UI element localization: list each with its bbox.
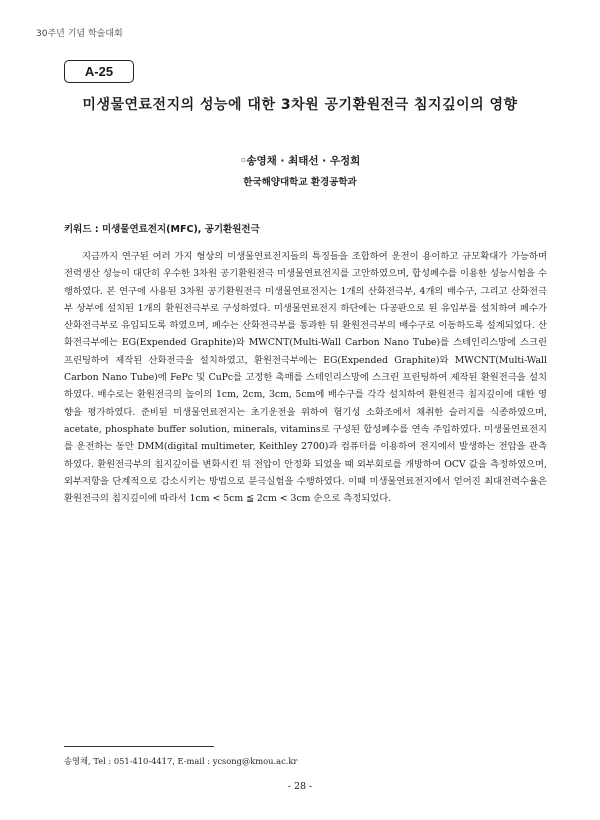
footnote-divider xyxy=(64,746,214,747)
abstract-body: 지금까지 연구된 여러 가지 형상의 미생물연료전지들의 특징들을 조합하여 운전이 용이하고 규모확대가 가능하며 전력생산 성능이 대단히 우수한 3차원 공기환원전극 미생물연료전지를 고안하였으며, 합성폐수를 이용한 성능시험을 수행하였다. 본 연구에 사용된 3차원 공기환원전극 미생물연료전지는 1개의 산화전극부, 4개의 배수구, 그리고 산화전극부 상부에 설치된 1개의 환원전극부로 구성하였다. 미생물연료전지 하단에는 다공판으로 된 유입부를 설치하여 폐수가 산화전극부로 유입되도록 하였으며, 폐수는 산화전극부를 통과한 뒤 환원전극부의 배수구로 이동하도록 설계되었다. 산화전극부에는 EG(Expended Graphite)와 MWCNT(Multi-Wall Carbon Nano Tube)를 스테인리스망에 스크린 프린팅하여 제작된 산화전극을 설치하였고, 환원전극부에는 EG(Expended Graphite)와 MWCNT(Multi-Wall Carbon Nano Tube)에 FePc 및 CuPc를 고정한 촉매를 스테인리스망에 스크린 프린팅하여 제작된 환원전극을 설치하였다. 배수로는 환원전극의 높이의 1cm, 2cm, 3cm, 5cm에 배수구를 각각 설치하여 환원전극 침지깊이에 대한 영향을 평가하였다. 준비된 미생물연료전지는 초기운전을 위하여 혐기성 소화조에서 채취한 슬러지를 식종하였으며, acetate, phosphate buffer solution, minerals, vitamins로 구성된 합성폐수를 연속 주입하였다. 미생물연료전지를 운전하는 동안 DMM(digital multimeter, Keithley 2700)과 컴퓨터를 이용하여 전지에서 발생하는 전압을 관측하였다. 환원전극부의 침지깊이를 변화시킨 뒤 전압이 안정화 되었을 때 외부회로를 개방하여 OCV 값을 측정하였으며, 외부저항을 단계적으로 감소시키는 방법으로 분극실험을 수행하였다. 이때 미생물연료전지에서 얻어진 최대전력수율은 환원전극의 침지깊이에 따라서 1cm < 5cm ≦ 2cm < 3cm 순으로 측정되었다. xyxy=(64,251,547,505)
authors: ◦송영채 · 최태선 · 우정희 xyxy=(239,155,361,167)
keywords: 키워드 : 미생물연료전지(MFC), 공기환원전극 xyxy=(64,224,260,235)
footnote-contact: 송영채, Tel : 051-410-4417, E-mail : ycsong@kmou.ac.kr xyxy=(64,756,298,766)
paper-title: 미생물연료전지의 성능에 대한 3차원 공기환원전극 침지깊이의 영향 xyxy=(82,97,518,113)
abstract-code-box: A-25 xyxy=(64,60,134,83)
affiliation: 한국해양대학교 환경공학과 xyxy=(243,177,357,188)
page-number: - 28 - xyxy=(287,781,313,792)
conference-header: 30주년 기념 학술대회 xyxy=(36,29,123,39)
